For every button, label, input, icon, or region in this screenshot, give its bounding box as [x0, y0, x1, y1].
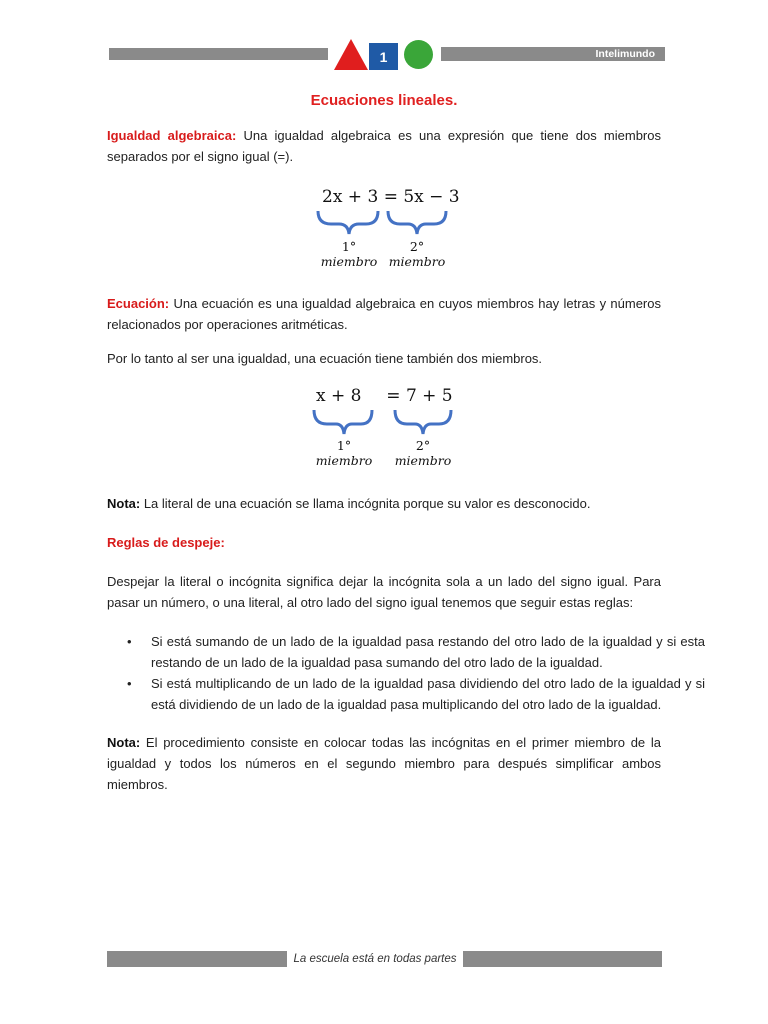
- brand-name: Intelimundo: [595, 48, 655, 60]
- equation-1-equals: =: [383, 187, 398, 207]
- nota-2-paragraph: [107, 732, 661, 795]
- ecuacion-paragraph: [107, 293, 661, 335]
- igualdad-text: Una igualdad algebraica es una expresión que tiene dos miembros separados por el signo igual (=).: [107, 128, 661, 164]
- nota-1-term: Nota:: [107, 496, 141, 511]
- bullet-icon: •: [127, 676, 132, 691]
- brace-1-eq2: [314, 410, 372, 434]
- brace-2-eq2: [395, 410, 451, 434]
- equation-1-label-1: [318, 239, 380, 269]
- equation-2: [316, 386, 453, 406]
- label-2-ordinal: 2°: [415, 438, 431, 453]
- nota-1-paragraph: [107, 493, 661, 514]
- despejar-paragraph: Despejar la literal o incógnita significa dejar la incógnita sola a un lado del signo igual. Para pasar un número, o una literal, al otro lado del signo igual tenemos que seguir estas reglas:: [107, 574, 661, 610]
- label-1-ordinal: 1°: [341, 239, 357, 254]
- equation-1-label-2: [386, 239, 448, 269]
- equation-2-equals: =: [386, 386, 401, 406]
- logo-square-icon: 1: [369, 43, 398, 70]
- footer-bar-right: [463, 951, 662, 967]
- equation-1-right: 5x − 3: [403, 187, 460, 207]
- nota-1-text: La literal de una ecuación se llama incógnita porque su valor es desconocido.: [140, 496, 591, 511]
- label-2-word: miembro: [394, 453, 452, 468]
- igualdad-term: Igualdad algebraica:: [107, 128, 237, 143]
- rules-list: [107, 631, 705, 715]
- equation-1-left: 2x + 3: [322, 187, 379, 207]
- footer-slogan: La escuela está en todas partes: [293, 953, 457, 965]
- rule-text: Si está multiplicando de un lado de la igualdad pasa dividiendo del otro lado de la igualdad y si está dividiendo de un lado de la igualdad pasa multiplicando del otro lado de la igualdad.: [151, 676, 705, 712]
- ecuacion-text: Una ecuación es una igualdad algebraica en cuyos miembros hay letras y números relacionados por operaciones aritméticas.: [107, 296, 661, 332]
- brace-1-eq1: [318, 211, 378, 234]
- equation-2-label-2: [391, 438, 455, 468]
- por-lo-tanto-paragraph: Por lo tanto al ser una igualdad, una ecuación tiene también dos miembros.: [107, 351, 543, 366]
- bullet-icon: •: [127, 634, 132, 649]
- ecuacion-term: Ecuación:: [107, 296, 170, 311]
- label-1-word: miembro: [315, 453, 373, 468]
- label-1-ordinal: 1°: [336, 438, 352, 453]
- list-item: [127, 631, 705, 673]
- nota-2-term: Nota:: [107, 735, 141, 750]
- rule-text: Si está sumando de un lado de la igualdad pasa restando del otro lado de la igualdad y si esta restando de un lado de la igualdad pasa sumando del otro lado de la igualdad.: [151, 634, 705, 670]
- list-item: [127, 673, 705, 715]
- equation-2-left: x + 8: [316, 386, 362, 406]
- label-2-word: miembro: [388, 254, 446, 269]
- equation-2-right: 7 + 5: [405, 386, 453, 406]
- nota-2-text: El procedimiento consiste en colocar todas las incógnitas en el primer miembro de la igualdad y todos los números en el segundo miembro para después simplificar ambos miembros.: [107, 735, 661, 792]
- footer-bar-left: [107, 951, 287, 967]
- label-2-ordinal: 2°: [409, 239, 425, 254]
- page-title: Ecuaciones lineales.: [310, 92, 458, 109]
- brace-2-eq1: [388, 211, 446, 234]
- equation-2-label-1: [312, 438, 376, 468]
- reglas-heading: Reglas de despeje:: [107, 535, 225, 550]
- label-1-word: miembro: [320, 254, 378, 269]
